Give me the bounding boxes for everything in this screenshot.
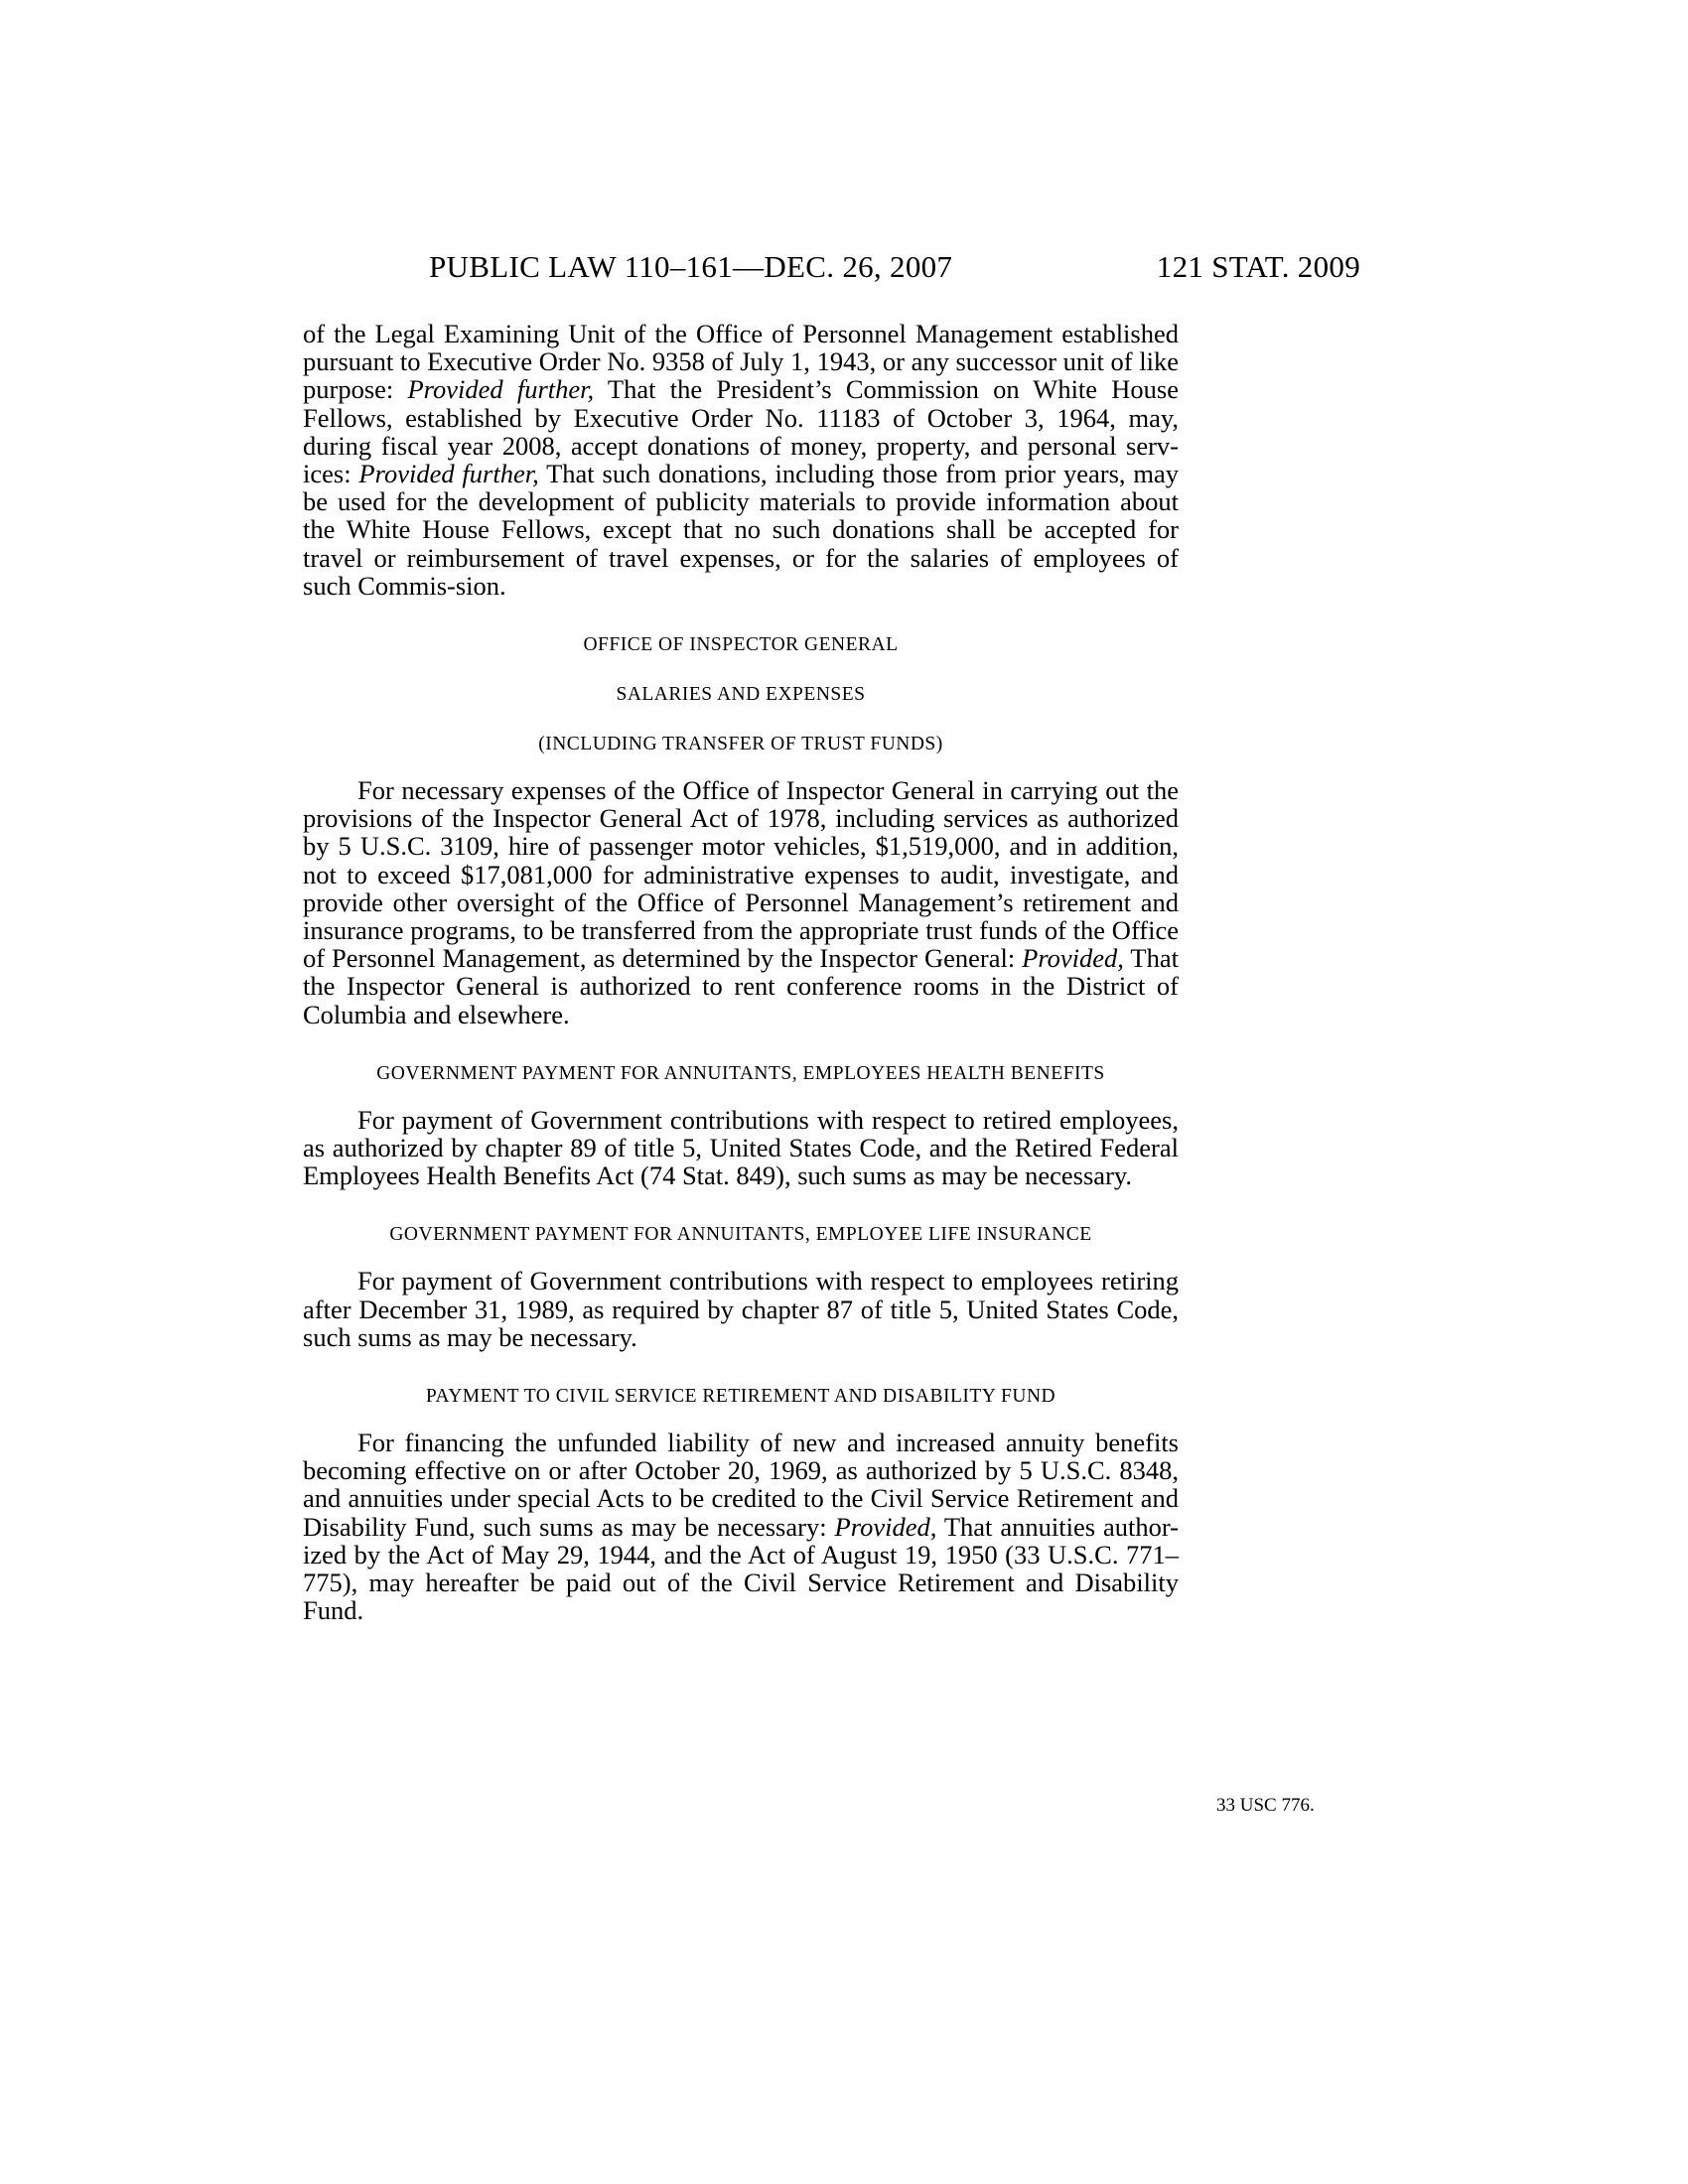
- retirement-fund-paragraph: [303, 1429, 1179, 1624]
- spacer: [303, 1189, 1179, 1223]
- heading-office-of-inspector-general: OFFICE OF INSPECTOR GENERAL: [583, 634, 899, 656]
- proviso-emphasis: Provided further,: [407, 374, 595, 405]
- spacer: [303, 1409, 1179, 1429]
- continuation-paragraph: [303, 320, 1179, 600]
- heading-salaries-and-expenses: SALARIES AND EXPENSES: [616, 684, 866, 706]
- proviso-emphasis: Provided,: [1022, 943, 1124, 974]
- spacer: [303, 600, 1179, 633]
- proviso-emphasis: Provided further,: [358, 459, 539, 489]
- health-benefits-paragraph: For payment of Government contributions with respect to retired employees, as authorized by chapter 89 of title 5, United States Code, and the Retired Federal Employees Health Benefits Act (74 Stat. 849), such sums as may be necessary.: [303, 1104, 1179, 1191]
- statute-citation: 121 STAT. 2009: [1156, 249, 1360, 284]
- text-run: For necessary expenses of the Office of Inspector General in carrying out the provisions of the Inspector General Act of 1978, including services as authorized by 5 U.S.C. 3109, hire of passenger motor vehicles, $1,519,000, and in addition, not to exceed $17,081,000 for administrative expenses to audit, investigate, and provide other oversight of the Office of Personnel Management’s retirement and insurance programs, to be transferred from the appropriate trust funds of the Office of Personnel Management, as determined by the Inspector General:: [303, 775, 1179, 974]
- body-text-column: [303, 320, 1179, 1625]
- text-run: That such donations, including those from prior years, may be used for the development of publicity materials to provide information about the White House Fellows, except that no such donations shall be accepted for travel or reimbursement of travel expenses, or for the salaries of employees of such Commis-sion.: [303, 459, 1179, 601]
- text-run: That annuities author-ized by the Act of May 29, 1944, and the Act of August 19, 1950 (33 U.S.C. 771–775), may hereafter be paid out of the Civil Service Retirement and Disability Fund.: [303, 1511, 1179, 1626]
- public-law-title: PUBLIC LAW 110–161—DEC. 26, 2007: [429, 249, 953, 284]
- spacer: [303, 1028, 1179, 1062]
- text-run: For financing the unfunded liability of new and increased annuity benefits becoming effective on or after October 20, 1969, as authorized by 5 U.S.C. 8348, and annuities under special Acts to be credited to the Civil Service Retirement and Disability Fund, such sums as may be necessary:: [303, 1428, 1179, 1542]
- spacer: [303, 657, 1179, 683]
- inspector-general-paragraph: [303, 776, 1179, 1028]
- running-head: [298, 245, 1360, 289]
- spacer: [303, 1351, 1179, 1385]
- text-run: of the Legal Examining Unit of the Office of Personnel Management established pursuant to Executive Order No. 9358 of July 1, 1943, or any successor unit of like purpose:: [303, 319, 1179, 405]
- heading-including-transfer: (INCLUDING TRANSFER OF TRUST FUNDS): [538, 734, 943, 755]
- life-insurance-paragraph: For payment of Government contributions with respect to employees retiring after December 31, 1989, as required by chapter 87 of title 5, United States Code, such sums as may be necessary.: [303, 1266, 1179, 1352]
- heading-health-benefits: GOVERNMENT PAYMENT FOR ANNUITANTS, EMPLOYEES HEALTH BENEFITS: [376, 1062, 1105, 1084]
- heading-retirement-disability-fund: PAYMENT TO CIVIL SERVICE RETIREMENT AND DISABILITY FUND: [425, 1386, 1056, 1408]
- heading-life-insurance: GOVERNMENT PAYMENT FOR ANNUITANTS, EMPLOYEE LIFE INSURANCE: [389, 1224, 1092, 1246]
- spacer: [303, 1247, 1179, 1267]
- proviso-emphasis: Provided,: [834, 1511, 937, 1542]
- text-run: That the Inspector General is authorized to rent conference rooms in the District of Columbia and elsewhere.: [303, 943, 1179, 1029]
- spacer: [303, 756, 1179, 776]
- spacer: [303, 1086, 1179, 1106]
- spacer: [303, 707, 1179, 733]
- text-run: That the President’s Commission on White House Fellows, established by Executive Order No. 11183 of October 3, 1964, may, during fiscal year 2008, accept donations of money, property, and personal serv-ices:: [303, 374, 1179, 489]
- margin-citation-note: 33 USC 776.: [1216, 1795, 1315, 1816]
